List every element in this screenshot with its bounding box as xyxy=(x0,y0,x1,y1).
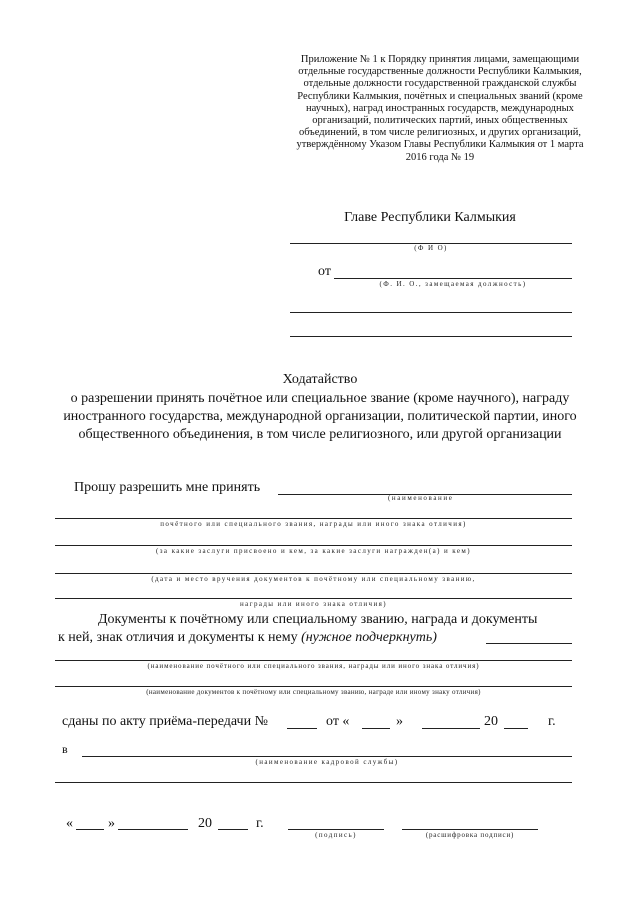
act-day-line[interactable] xyxy=(362,728,390,729)
sign-day-line[interactable] xyxy=(76,829,104,830)
act-year-prefix: 20 xyxy=(484,714,498,729)
fio-hint: (Ф И О) xyxy=(414,244,448,252)
sign-quote-open: « xyxy=(66,816,73,831)
hint-signature: (подпись) xyxy=(315,831,357,839)
documents-short-line[interactable] xyxy=(486,643,572,644)
personnel-line[interactable] xyxy=(82,756,572,757)
from-line[interactable] xyxy=(334,278,572,279)
personnel-line-2[interactable] xyxy=(55,782,572,783)
act-number-line[interactable] xyxy=(287,728,317,729)
act-quote-close: » xyxy=(396,714,403,729)
document-title: Ходатайство xyxy=(282,372,358,387)
sign-year-line[interactable] xyxy=(218,829,248,830)
date-place-line[interactable] xyxy=(55,573,572,574)
award-name-line[interactable] xyxy=(55,660,572,661)
documents-text-2: к ней, знак отличия и документы к нему xyxy=(58,630,298,645)
hint-decoding: (расшифровка подписи) xyxy=(425,831,515,839)
decoding-line[interactable] xyxy=(402,829,538,830)
sign-year-suffix: г. xyxy=(256,816,264,831)
documents-text-1: Документы к почётному или специальному званию, награда и документы xyxy=(98,612,538,627)
document-subtitle: о разрешении принять почётное или специальное звание (кроме научного), награду иностранного государства, международной организации, политической партии, иного общественного объединения, в том числе религиозного, или другой организации xyxy=(63,391,577,442)
act-year-suffix: г. xyxy=(548,714,556,729)
hint-personnel: (наименование кадровой службы) xyxy=(255,758,399,766)
from-hint: (Ф. И. О., замещаемая должность) xyxy=(379,280,527,288)
appendix-note: Приложение № 1 к Порядку принятия лицами, замещающими отдельные государственные должности Республики Калмыкия, отдельные должности государственной гражданской службы Республики Калмыкия, почётных и специальных званий (кроме научных), наград иностранных государств, международных организаций, политических партий, иных общественных объединений, в том числе религиозных, и других организаций, утверждённому Указом Главы Республики Калмыкия от 1 марта 2016 года № 19 xyxy=(296,54,584,163)
hint-name-full: (наименование почётного или специального звания, награды или иного знака отличия) xyxy=(147,662,480,670)
request-label: Прошу разрешить мне принять xyxy=(74,480,261,495)
hint-docs: (наименование документов к почётному или специальному званию, награде или иному знаку отличия) xyxy=(146,688,481,696)
sign-quote-close: » xyxy=(108,816,115,831)
docs-name-line[interactable] xyxy=(55,686,572,687)
from-label: от xyxy=(318,264,331,279)
hint-awards-signs: награды или иного знака отличия) xyxy=(240,600,387,608)
signature-line[interactable] xyxy=(288,829,384,830)
act-month-line[interactable] xyxy=(422,728,480,729)
sign-year-prefix: 20 xyxy=(198,816,212,831)
documents-text-2-row xyxy=(58,630,437,646)
act-from: от « xyxy=(326,714,350,729)
signs-line[interactable] xyxy=(55,598,572,599)
award-line[interactable] xyxy=(55,518,572,519)
hint-date-place: (дата и место вручения документов к почётному или специальному званию, xyxy=(151,575,476,583)
addressee: Главе Республики Калмыкия xyxy=(344,210,516,225)
underline-note: (нужное подчеркнуть) xyxy=(301,630,437,645)
extra-line-1[interactable] xyxy=(290,312,572,313)
extra-line-2[interactable] xyxy=(290,336,572,337)
hint-name: (наименование xyxy=(388,494,454,502)
merits-line[interactable] xyxy=(55,545,572,546)
act-label: сданы по акту приёма-передачи № xyxy=(62,714,268,729)
act-year-line[interactable] xyxy=(504,728,528,729)
in-label: в xyxy=(62,742,68,756)
hint-title-award: почётного или специального звания, награды или иного знака отличия) xyxy=(160,520,467,528)
hint-merits: (за какие заслуги присвоено и кем, за какие заслуги награжден(а) и кем) xyxy=(156,547,471,555)
sign-month-line[interactable] xyxy=(118,829,188,830)
